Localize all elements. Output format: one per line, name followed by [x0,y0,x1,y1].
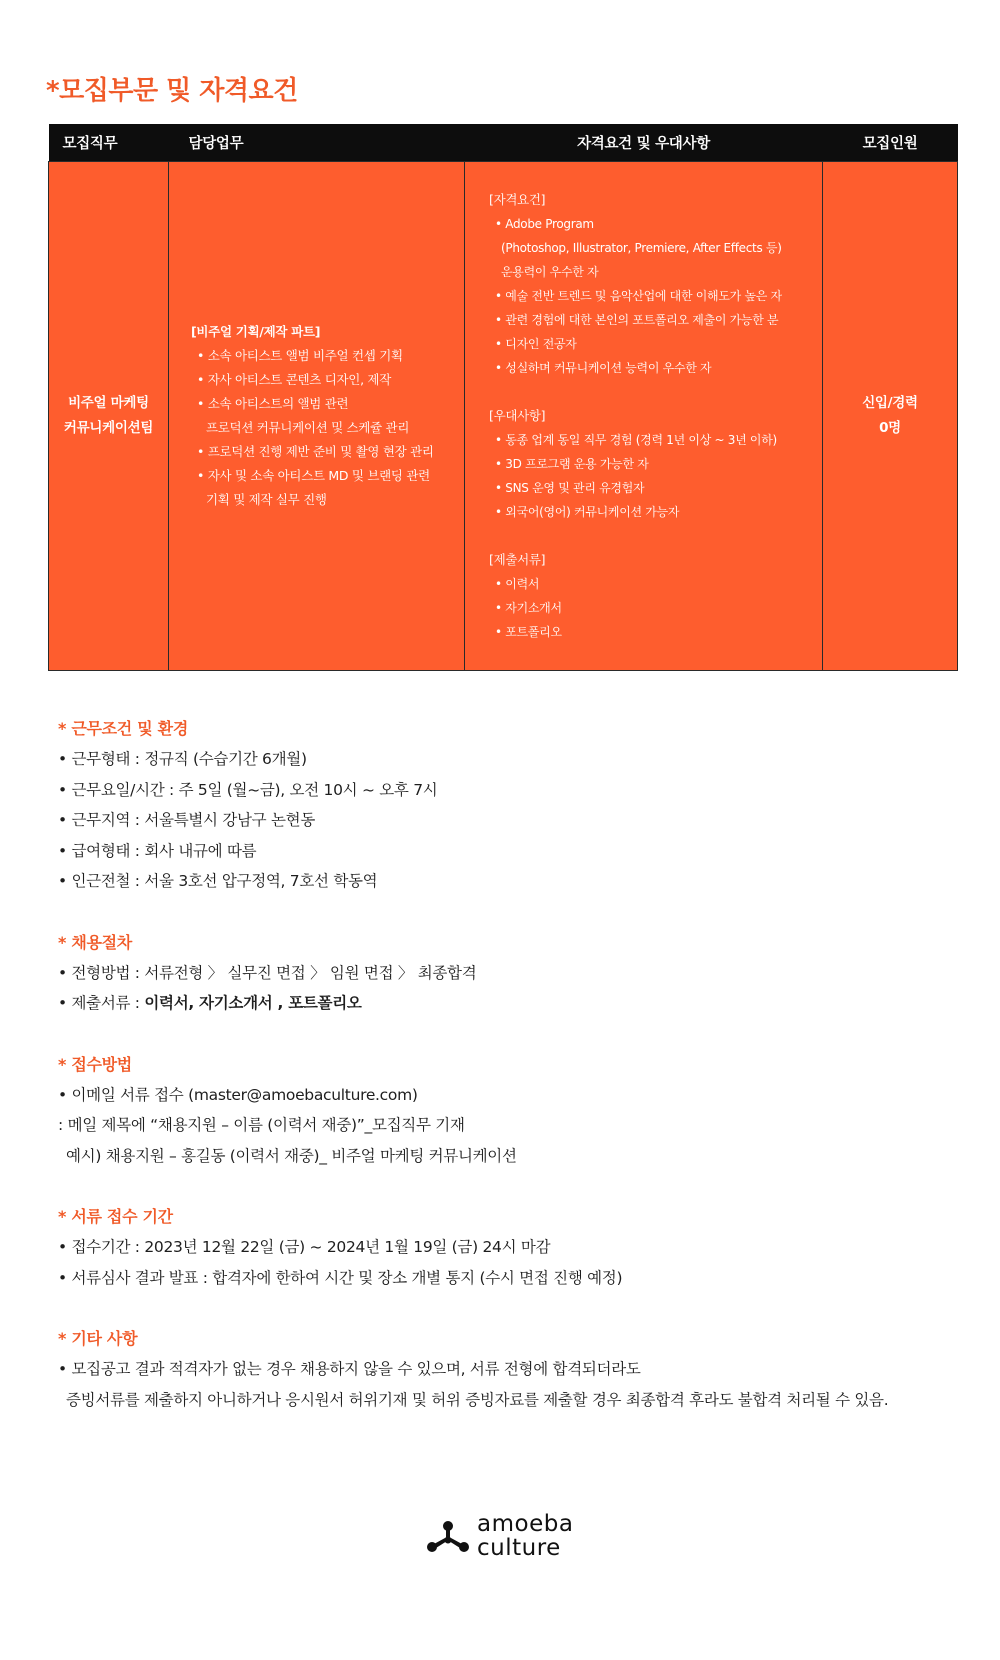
info-sections [58,714,958,1446]
header-job: 모집직무 [49,124,169,162]
requirement-group-title: [우대사항] [489,408,546,423]
line-value: 이메일 서류 접수 (master@amoebaculture.com) [71,1085,418,1104]
duty-item: • 프로덕션 진행 제반 준비 및 촬영 현장 관리 [191,440,464,464]
headcount-type: 신입/경력 [862,395,918,411]
line-label: • [58,1360,72,1378]
duty-item-continuation: 프로덕션 커뮤니케이션 및 스케쥴 관리 [206,420,410,435]
table-header-row [49,124,958,162]
table-row [49,162,958,671]
logo-line-2: culture [477,1535,561,1561]
cell-job [49,162,169,671]
requirements-list [465,188,822,644]
section-line [58,1110,958,1141]
section-title: * 기타 사항 [58,1329,138,1348]
section-line [58,866,958,897]
company-logo [425,1512,585,1566]
section-line [58,958,958,989]
job-line: 커뮤니케이션팀 [63,420,154,436]
section-title: * 접수방법 [58,1054,132,1074]
line-label: • 근무형태 : [58,750,145,768]
requirement-item: • 자기소개서 [489,596,822,620]
line-value: 서울 3호선 압구정역, 7호선 학동역 [144,872,378,890]
requirement-item: • 성실하며 커뮤니케이션 능력이 우수한 자 [489,356,822,380]
line-value: 메일 제목에 “채용지원 – 이름 (이력서 재중)”_모집직무 기재 [67,1116,465,1134]
duty-item: • 자사 및 소속 아티스트 MD 및 브랜딩 관련 [191,464,464,488]
info-section [58,928,958,1019]
line-value: 이력서, 자기소개서 , 포트폴리오 [144,994,362,1012]
line-label: • 제출서류 : [58,994,145,1012]
requirement-item: • Adobe Program [489,212,822,236]
requirement-item: • 예술 전반 트렌드 및 음악산업에 대한 이해도가 높은 자 [489,284,822,308]
cell-duties [169,162,465,671]
section-line [58,1141,958,1172]
requirement-item: • 이력서 [489,572,822,596]
line-value: 회사 내규에 따름 [144,841,257,860]
requirement-item-continuation: (Photoshop, Illustrator, Premiere, After Effects 등) [501,241,782,255]
line-value: 서류전형 〉 실무진 면접 〉 임원 면접 〉 최종합격 [144,963,477,982]
requirement-group-title: [자격요건] [489,192,546,207]
header-requirements: 자격요건 및 우대사항 [465,124,823,162]
page-title: *모집부문 및 자격요건 [46,76,298,106]
line-label: : [58,1116,68,1134]
duty-item-continuation: 기획 및 제작 실무 진행 [206,492,327,507]
line-value: 2023년 12월 22일 (금) ~ 2024년 1월 19일 (금) 24시 마감 [144,1238,551,1256]
info-section [58,1202,958,1293]
requirement-item: • 외국어(영어) 커뮤니케이션 가능자 [489,500,822,524]
header-duties: 담당업무 [169,124,465,162]
cell-requirements [465,162,823,671]
line-label: • 접수기간 : [58,1238,145,1256]
duty-item: • 자사 아티스트 콘텐츠 디자인, 제작 [191,368,464,392]
info-section [58,714,958,897]
requirement-item: • 동종 업계 동일 직무 경험 (경력 1년 이상 ~ 3년 이하) [489,428,822,452]
info-section [58,1324,958,1415]
amoeba-logo-icon [425,1520,471,1554]
recruitment-table [48,124,958,671]
section-line [58,805,958,836]
requirement-item: • 디자인 전공자 [489,332,822,356]
line-label: • 인근전철 : [58,872,145,890]
line-value: 증빙서류를 제출하지 아니하거나 응시원서 허위기재 및 허위 증빙자료를 제출할 경우 최종합격 후라도 불합격 처리될 수 있음. [66,1390,889,1409]
info-section [58,1050,958,1172]
line-label: • 급여형태 : [58,841,145,860]
requirement-item: • 관련 경험에 대한 본인의 포트폴리오 제출이 가능한 분 [489,308,822,332]
line-label: • 전형방법 : [58,963,145,982]
section-line [58,1080,958,1111]
requirement-item: • 포트폴리오 [489,620,822,644]
section-line [58,775,958,806]
header-headcount: 모집인원 [823,124,958,162]
section-title: * 근무조건 및 환경 [58,719,188,738]
section-line [58,988,958,1019]
duties-list [169,320,464,512]
line-value: 예시) 채용지원 – 홍길동 (이력서 재중)_ 비주얼 마케팅 커뮤니케이션 [66,1146,517,1165]
section-title: * 서류 접수 기간 [58,1207,173,1226]
section-line [58,1232,958,1263]
section-line [58,836,958,867]
requirement-group-title: [제출서류] [489,552,546,567]
duties-title: [비주얼 기획/제작 파트] [191,324,321,339]
line-value: 모집공고 결과 적격자가 없는 경우 채용하지 않을 수 있으며, 서류 전형에 합격되더라도 [71,1360,641,1378]
line-label: • [58,1085,72,1104]
logo-wordmark [477,1512,573,1560]
line-label: • 근무요일/시간 : [58,780,179,799]
requirement-item: • SNS 운영 및 관리 유경험자 [489,476,822,500]
headcount-number: 0명 [879,420,901,436]
line-value: 정규직 (수습기간 6개월) [144,750,307,768]
duty-item: • 소속 아티스트 앨범 비주얼 컨셉 기획 [191,344,464,368]
requirement-item-continuation: 운용력이 우수한 자 [501,265,599,279]
section-line [58,744,958,775]
requirement-item: • 3D 프로그램 운용 가능한 자 [489,452,822,476]
line-value: 합격자에 한하여 시간 및 장소 개별 통지 (수시 면접 진행 예정) [212,1268,623,1287]
section-line [58,1354,958,1385]
line-value: 서울특별시 강남구 논현동 [144,811,316,829]
logo-line-1: amoeba [477,1511,574,1537]
section-line [58,1385,958,1416]
cell-headcount [823,162,958,671]
section-title: * 채용절차 [58,932,132,952]
duty-item: • 소속 아티스트의 앨범 관련 [191,392,464,416]
line-label: • 서류심사 결과 발표 : [58,1268,213,1287]
section-line [58,1263,958,1294]
line-value: 주 5일 (월~금), 오전 10시 ~ 오후 7시 [178,780,438,799]
line-label: • 근무지역 : [58,811,145,829]
job-line: 비주얼 마케팅 [68,395,149,411]
